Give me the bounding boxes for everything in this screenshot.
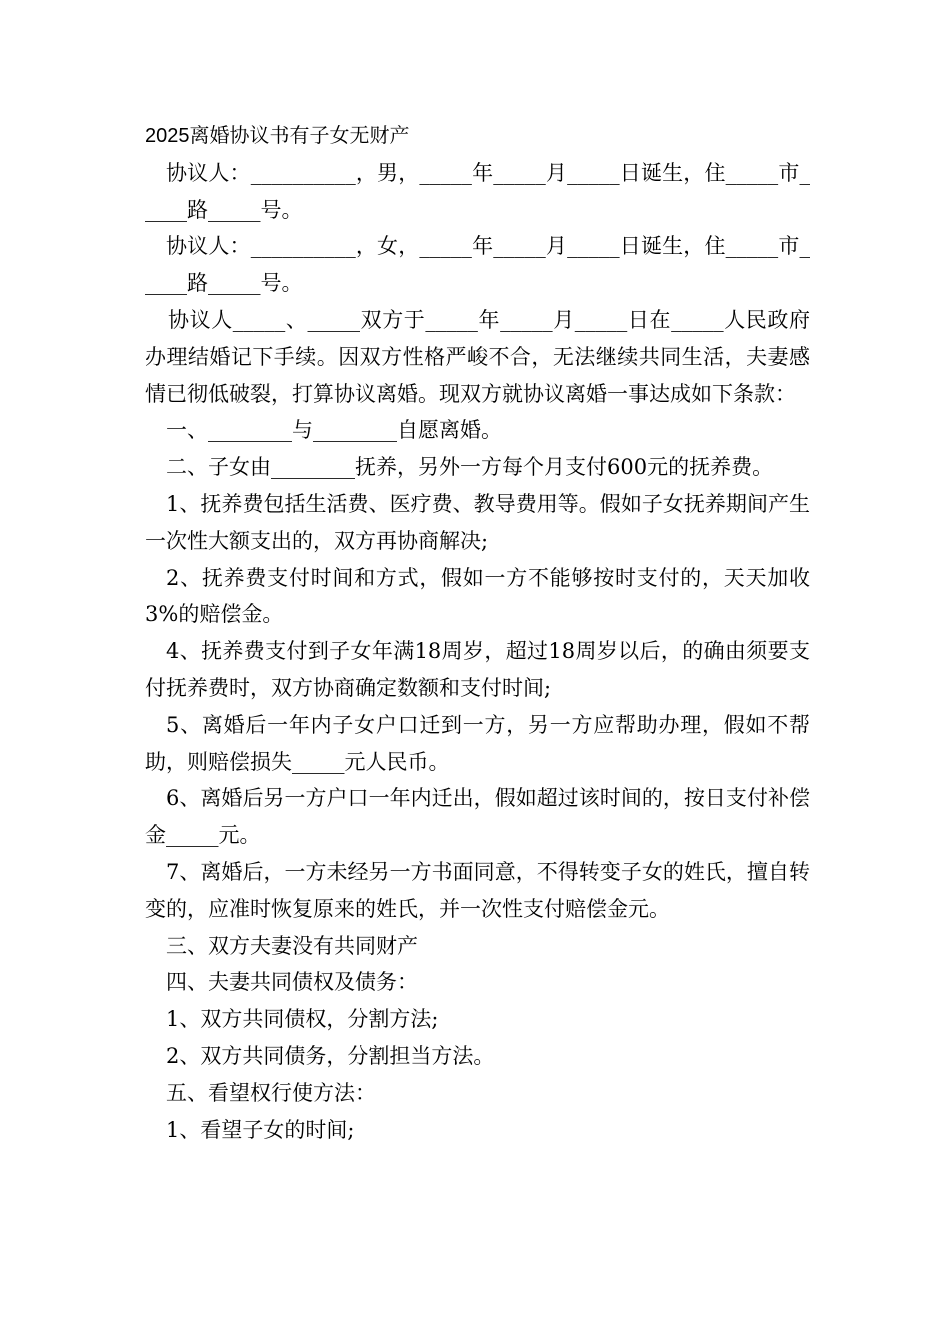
clause-two-item-2: 2、抚养费支付时间和方式，假如一方不能够按时支付的，天天加收3%的赔偿金。 [145,565,810,627]
document-title: 2025离婚协议书有子女无财产 [145,125,410,147]
clause-five-item-1: 1、看望子女的时间; [166,1117,355,1142]
clause-four: 四、夫妻共同债权及债务： [166,970,418,995]
clause-three: 三、双方夫妻没有共同财产 [166,933,418,958]
party-one-paragraph: 协议人：__________，男，_____年_____月_____日诞生，住_____市_____路_____号。 [145,160,810,222]
preamble-paragraph: 协议人_____、_____双方于_____年_____月_____日在_____人民政府办理结婚记下手续。因双方性格严峻不合，无法继续共同生活，夫妻感情已彻低破裂，打算协议离婚。现双方就协议离婚一事达成如下条款： [145,307,810,406]
clause-five: 五、看望权行使方法： [166,1080,376,1105]
clause-four-item-2: 2、双方共同债务，分割担当方法。 [166,1043,495,1068]
clause-one: 一、________与________自愿离婚。 [166,418,502,443]
party-two-paragraph: 协议人：__________，女，_____年_____月_____日诞生，住_____市_____路_____号。 [145,234,810,296]
clause-two-item-4: 4、抚养费支付到子女年满18周岁，超过18周岁以后，的确由须要支付抚养费时，双方协商确定数额和支付时间; [145,639,810,700]
clause-two-item-7: 7、离婚后，一方未经另一方书面同意，不得转变子女的姓氏，擅自转变的，应准时恢复原来的姓氏，并一次性支付赔偿金元。 [145,859,810,921]
document-body [145,118,810,1148]
clause-four-item-1: 1、双方共同债权，分割方法; [166,1007,439,1032]
clause-two-item-6: 6、离婚后另一方户口一年内迁出，假如超过该时间的，按日支付补偿金_____元。 [145,786,810,848]
clause-two: 二、子女由________抚养，另外一方每个月支付600元的抚养费。 [166,455,774,480]
clause-two-item-1: 1、抚养费包括生活费、医疗费、教导费用等。假如子女抚养期间产生一次性大额支出的，双方再协商解决; [145,491,810,553]
clause-two-item-5: 5、离婚后一年内子女户口迁到一方，另一方应帮助办理，假如不帮助，则赔偿损失_____元人民币。 [145,712,810,774]
